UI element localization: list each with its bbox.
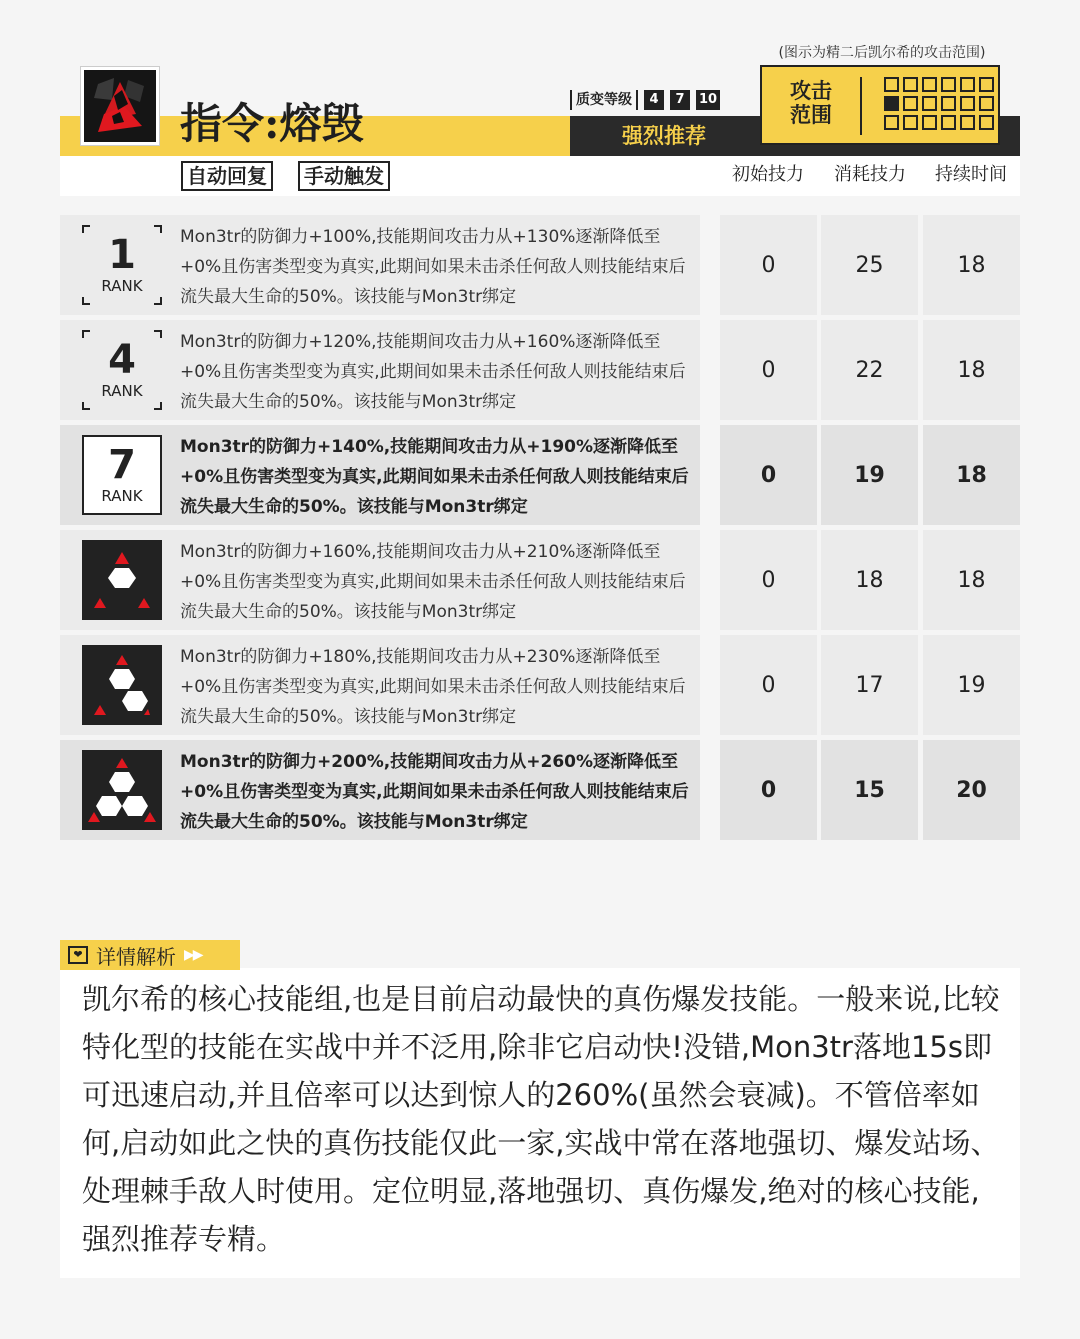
range-cell — [903, 77, 918, 92]
row-description: Mon3tr的防御力+200%,技能期间攻击力从+260%逐渐降低至+0%且伤害类型变为真实,此期间如果未击杀任何敌人则技能结束后流失最大生命的50%。该技能与Mon3tr绑定 — [180, 752, 689, 832]
analysis-text: 凯尔希的核心技能组,也是目前启动最快的真伤爆发技能。一般来说,比较特化型的技能在实战中并不泛用,除非它启动快!没错,Mon3tr落地15s即可迅速启动,并且倍率可以达到惊人的260%(虽然会衰减)。不管倍率如何,启动如此之快的真伤技能仅此一家,实战中常在落地强切、爆发站场、处理棘手敌人时使用。定位明显,落地强切、真伤爆发,绝对的核心技能,强烈推荐专精。 — [82, 982, 1000, 1256]
cell-duration: 20 — [923, 740, 1020, 840]
rank-badge — [82, 330, 162, 410]
cell-duration: 18 — [923, 425, 1020, 525]
row-description: Mon3tr的防御力+120%,技能期间攻击力从+160%逐渐降低至+0%且伤害类型变为真实,此期间如果未击杀任何敌人则技能结束后流失最大生命的50%。该技能与Mon3tr绑定 — [180, 332, 686, 412]
cell-sp-cost: 18 — [821, 530, 918, 630]
mastery-3-icon — [82, 750, 162, 830]
column-duration: 持续时间 — [935, 164, 1007, 185]
cell-initial-sp: 0 — [720, 530, 817, 630]
badge-corner — [82, 402, 90, 410]
table-row — [60, 425, 1020, 525]
column-sp-cost: 消耗技力 — [834, 164, 906, 185]
range-cell — [922, 96, 937, 111]
cell-sp-cost: 25 — [821, 215, 918, 315]
table-row — [60, 740, 1020, 840]
rank-number: 4 — [108, 337, 136, 383]
mastery-level-4: 4 — [644, 90, 664, 110]
range-cell — [884, 77, 899, 92]
table-row — [60, 215, 1020, 315]
tag-auto-recovery: 自动回复 — [181, 161, 273, 191]
badge-corner — [82, 330, 90, 338]
table-row — [60, 635, 1020, 735]
range-cell — [979, 115, 994, 130]
recommend-label: 强烈推荐 — [622, 124, 706, 148]
attack-range-grid — [884, 77, 994, 130]
table-row — [60, 320, 1020, 420]
row-description: Mon3tr的防御力+100%,技能期间攻击力从+130%逐渐降低至+0%且伤害类型变为真实,此期间如果未击杀任何敌人则技能结束后流失最大生命的50%。该技能与Mon3tr绑定 — [180, 227, 686, 307]
range-cell — [941, 96, 956, 111]
range-cell — [960, 77, 975, 92]
range-cell — [979, 96, 994, 111]
row-description: Mon3tr的防御力+140%,技能期间攻击力从+190%逐渐降低至+0%且伤害类型变为真实,此期间如果未击杀任何敌人则技能结束后流失最大生命的50%。该技能与Mon3tr绑定 — [180, 437, 689, 517]
cell-sp-cost: 22 — [821, 320, 918, 420]
range-cell — [960, 96, 975, 111]
cell-sp-cost: 19 — [821, 425, 918, 525]
mastery-level-7: 7 — [670, 90, 690, 110]
skill-meltdown-icon — [81, 67, 159, 145]
row-description: Mon3tr的防御力+160%,技能期间攻击力从+210%逐渐降低至+0%且伤害类型变为真实,此期间如果未击杀任何敌人则技能结束后流失最大生命的50%。该技能与Mon3tr绑定 — [180, 542, 686, 622]
range-cell — [941, 115, 956, 130]
range-cell — [884, 115, 899, 130]
cell-initial-sp: 0 — [720, 320, 817, 420]
analysis-tab — [60, 940, 240, 970]
rank-number: 1 — [108, 232, 136, 278]
cell-initial-sp: 0 — [720, 425, 817, 525]
range-note: (图示为精二后凯尔希的攻击范围) — [778, 45, 986, 61]
rank-badge — [82, 435, 162, 515]
row-description: Mon3tr的防御力+180%,技能期间攻击力从+230%逐渐降低至+0%且伤害类型变为真实,此期间如果未击杀任何敌人则技能结束后流失最大生命的50%。该技能与Mon3tr绑定 — [180, 647, 686, 727]
cell-initial-sp: 0 — [720, 740, 817, 840]
play-arrows-icon: ▶▶ — [184, 947, 202, 963]
rank-label: RANK — [101, 277, 143, 295]
rank-number: 7 — [108, 442, 136, 488]
mastery-level-row — [570, 89, 720, 111]
range-cell — [903, 115, 918, 130]
cell-duration: 19 — [923, 635, 1020, 735]
rank-badge — [82, 225, 162, 305]
badge-corner — [154, 402, 162, 410]
table-row — [60, 530, 1020, 630]
tag-manual-trigger: 手动触发 — [298, 161, 390, 191]
range-cell — [941, 77, 956, 92]
badge-corner — [82, 297, 90, 305]
attack-range-label: 攻击范围 — [790, 79, 832, 127]
mastery-2-icon — [82, 645, 162, 725]
range-cell — [922, 115, 937, 130]
cell-initial-sp: 0 — [720, 215, 817, 315]
range-cell — [960, 115, 975, 130]
cell-sp-cost: 17 — [821, 635, 918, 735]
rank-label: RANK — [101, 487, 143, 505]
skill-title: 指令:熔毁 — [180, 99, 364, 148]
range-cell — [903, 96, 918, 111]
column-initial-sp: 初始技力 — [732, 164, 804, 185]
badge-corner — [82, 225, 90, 233]
cell-duration: 18 — [923, 530, 1020, 630]
rank-label: RANK — [101, 382, 143, 400]
mastery-level-10: 10 — [696, 90, 720, 110]
range-cell — [922, 77, 937, 92]
badge-corner — [154, 330, 162, 338]
badge-corner — [154, 297, 162, 305]
mastery-1-icon — [82, 540, 162, 620]
heart-icon: ❤ — [68, 946, 88, 964]
cell-sp-cost: 15 — [821, 740, 918, 840]
analysis-tab-label: 详情解析 — [96, 944, 176, 969]
cell-duration: 18 — [923, 320, 1020, 420]
range-cell — [979, 77, 994, 92]
attack-range-panel — [760, 65, 1000, 145]
badge-corner — [154, 225, 162, 233]
mastery-level-label: 质变等级 — [570, 90, 638, 110]
cell-duration: 18 — [923, 215, 1020, 315]
range-divider — [860, 77, 862, 135]
cell-initial-sp: 0 — [720, 635, 817, 735]
range-cell-self — [884, 96, 899, 111]
